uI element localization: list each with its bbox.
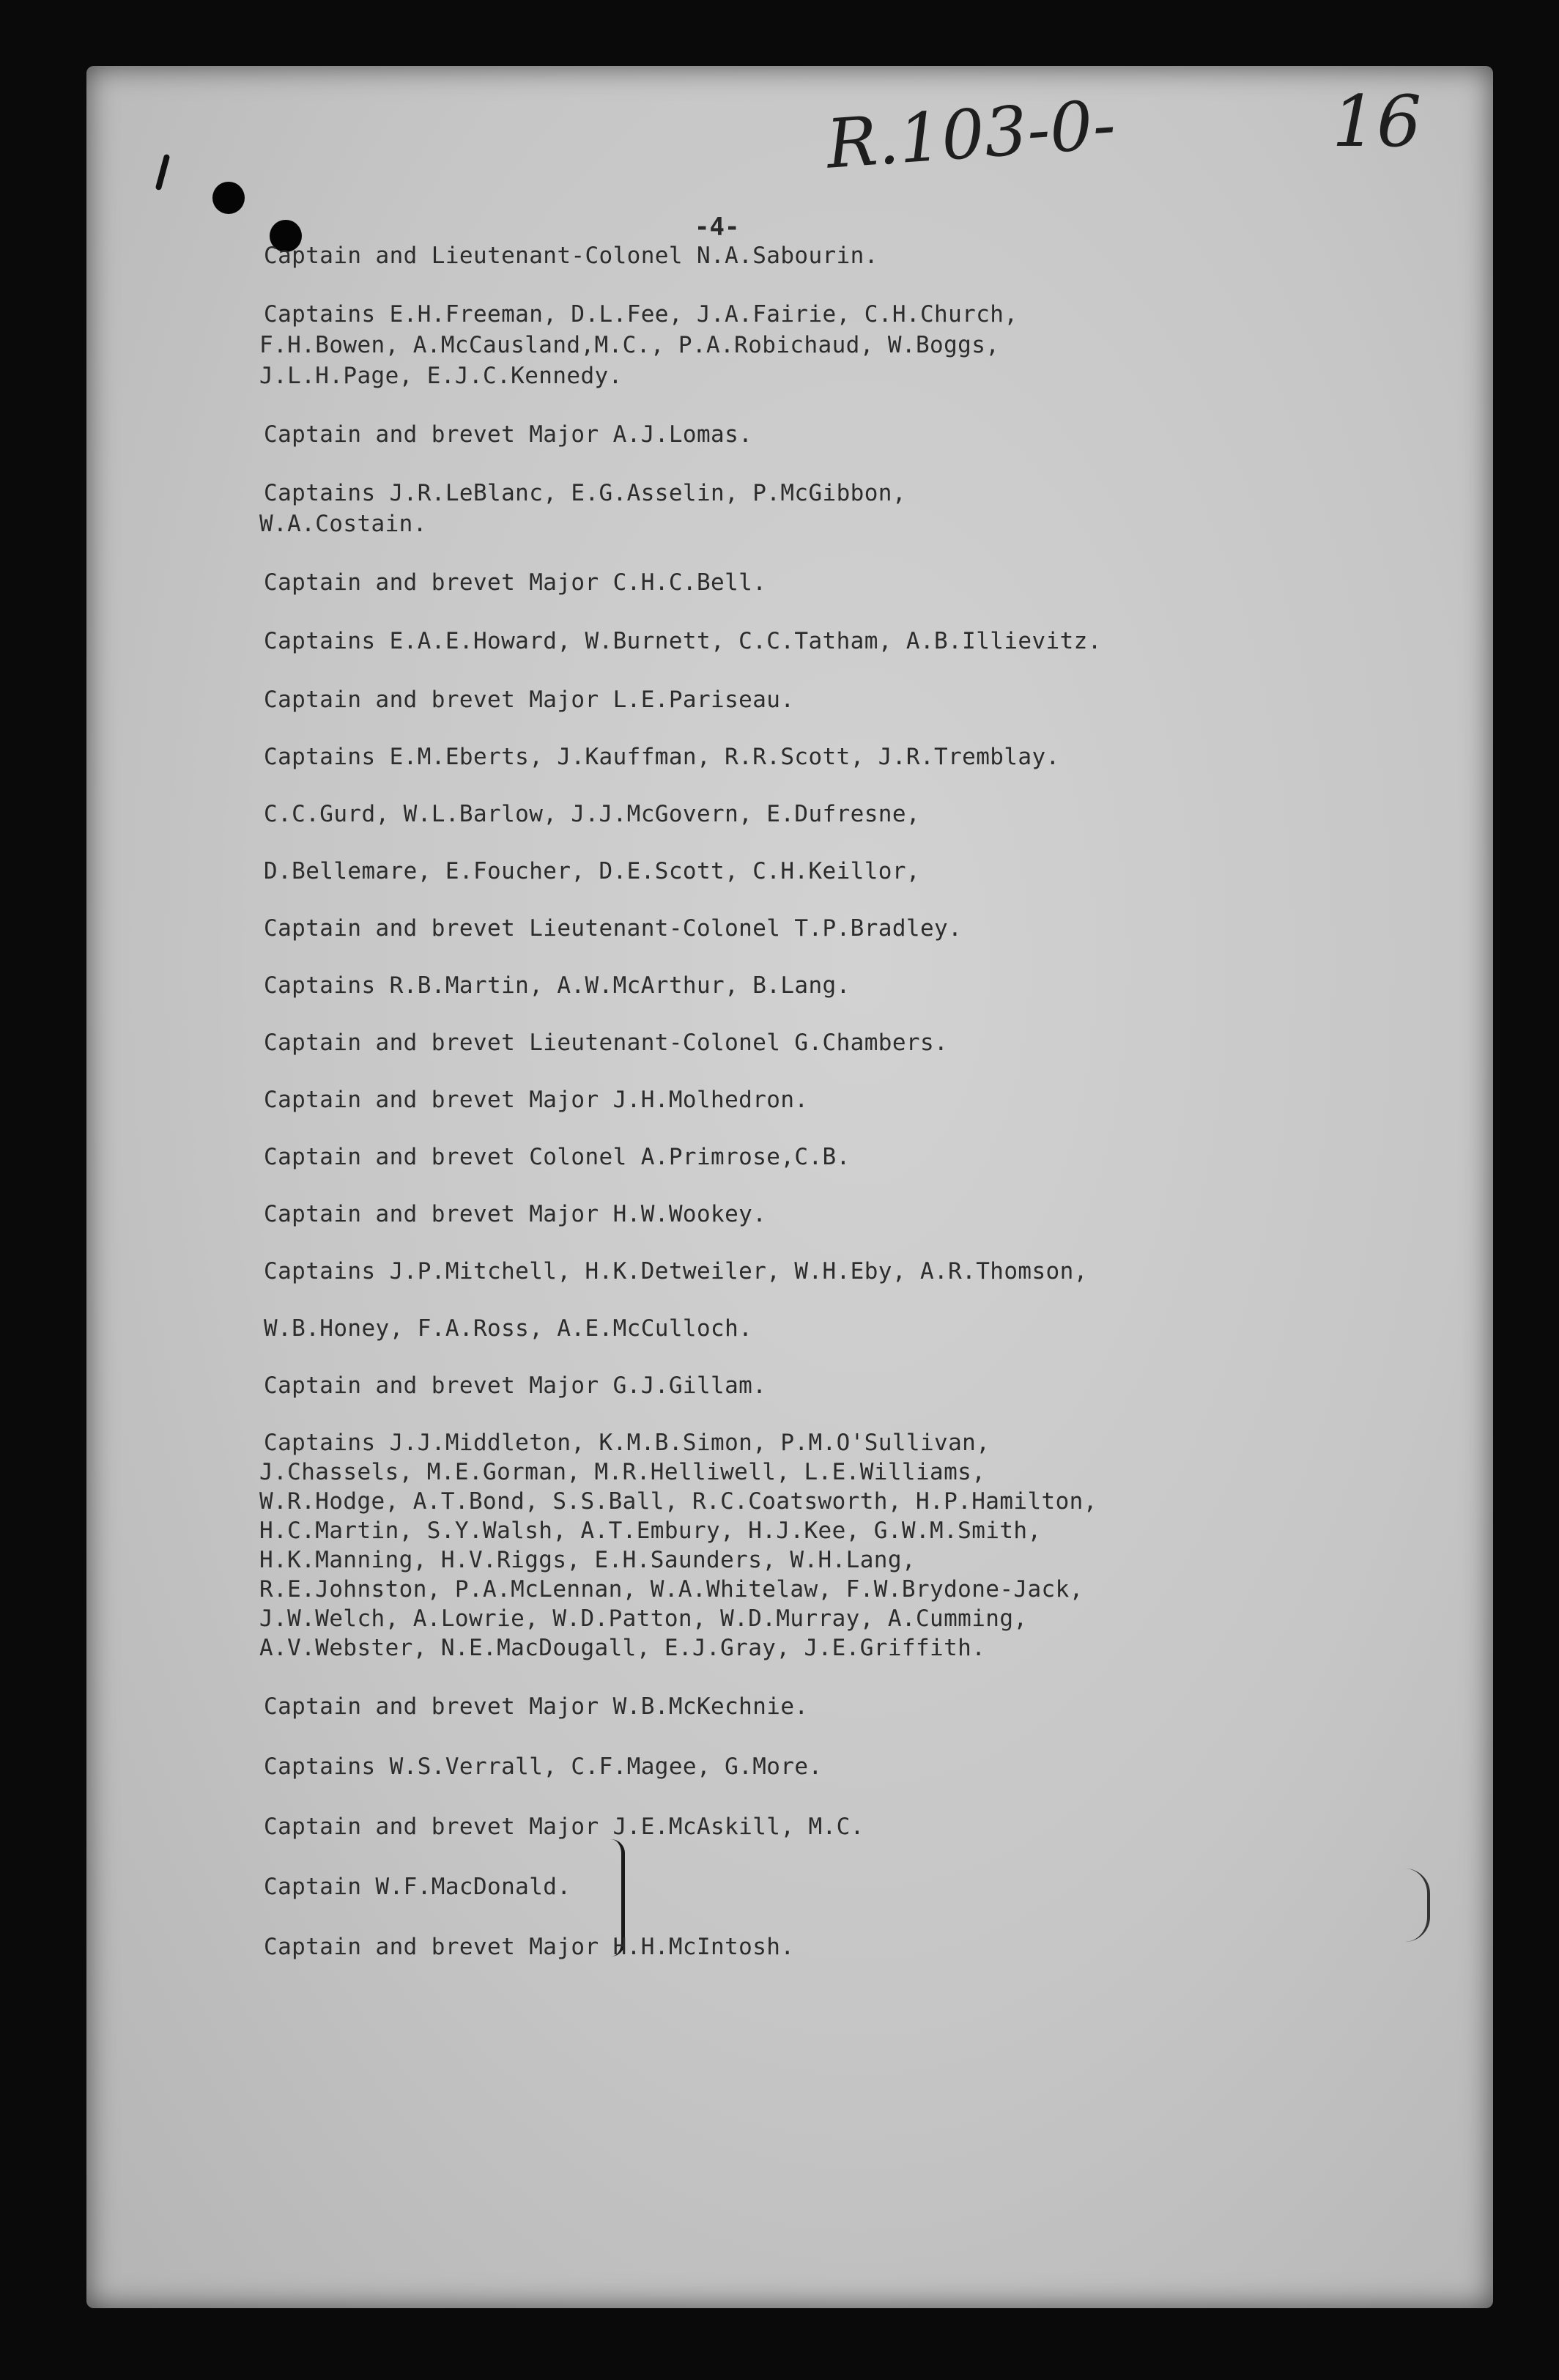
text-line: Captains R.B.Martin, A.W.McArthur, B.Lang.: [264, 972, 851, 999]
text-line: Captains E.A.E.Howard, W.Burnett, C.C.Tatham, A.B.Illievitz.: [264, 628, 1102, 654]
text-line: Captain and brevet Major W.B.McKechnie.: [264, 1693, 809, 1720]
text-line: D.Bellemare, E.Foucher, D.E.Scott, C.H.Keillor,: [264, 858, 920, 884]
text-line: Captain and Lieutenant-Colonel N.A.Sabourin.: [264, 243, 878, 269]
text-line: H.C.Martin, S.Y.Walsh, A.T.Embury, H.J.Kee, G.W.M.Smith,: [259, 1518, 1042, 1544]
handwritten-folio-number: 16: [1332, 81, 1422, 163]
punch-hole: [212, 182, 245, 214]
pencil-tick-mark: [155, 154, 171, 191]
handwritten-reference-note: R.103-0-: [823, 85, 1119, 184]
text-line: F.H.Bowen, A.McCausland,M.C., P.A.Robichaud, W.Boggs,: [259, 332, 1000, 358]
text-line: J.L.H.Page, E.J.C.Kennedy.: [259, 363, 623, 389]
text-line: Captain and brevet Major A.J.Lomas.: [264, 421, 753, 448]
text-line: Captain and brevet Lieutenant-Colonel G.Chambers.: [264, 1030, 949, 1056]
edge-mark: [1405, 1869, 1430, 1942]
text-line: W.R.Hodge, A.T.Bond, S.S.Ball, R.C.Coatsworth, H.P.Hamilton,: [259, 1488, 1097, 1515]
text-line: Captain and brevet Major H.H.McIntosh.: [264, 1934, 795, 1960]
text-line: Captain and brevet Major C.H.C.Bell.: [264, 569, 767, 596]
text-line: Captain and brevet Major H.W.Wookey.: [264, 1201, 767, 1227]
text-line: C.C.Gurd, W.L.Barlow, J.J.McGovern, E.Dufresne,: [264, 801, 920, 827]
text-line: H.K.Manning, H.V.Riggs, E.H.Saunders, W.H.Lang,: [259, 1547, 916, 1573]
text-line: R.E.Johnston, P.A.McLennan, W.A.Whitelaw, F.W.Brydone-Jack,: [259, 1576, 1084, 1603]
text-line: Captain and brevet Major G.J.Gillam.: [264, 1372, 767, 1399]
text-line: W.A.Costain.: [259, 511, 427, 537]
text-line: W.B.Honey, F.A.Ross, A.E.McCulloch.: [264, 1315, 753, 1342]
text-line: Captains E.M.Eberts, J.Kauffman, R.R.Scott, J.R.Tremblay.: [264, 744, 1060, 770]
text-line: Captains E.H.Freeman, D.L.Fee, J.A.Fairie, C.H.Church,: [264, 301, 1018, 328]
page-number: -4-: [695, 212, 740, 242]
text-line: Captains W.S.Verrall, C.F.Magee, G.More.: [264, 1753, 823, 1780]
text-line: Captain W.F.MacDonald.: [264, 1874, 571, 1900]
text-line: Captains J.J.Middleton, K.M.B.Simon, P.M.O'Sullivan,: [264, 1430, 990, 1456]
text-line: J.W.Welch, A.Lowrie, W.D.Patton, W.D.Murray, A.Cumming,: [259, 1605, 1028, 1632]
text-line: Captain and brevet Major L.E.Pariseau.: [264, 687, 795, 713]
text-line: Captain and brevet Major J.H.Molhedron.: [264, 1087, 809, 1113]
text-line: Captains J.P.Mitchell, H.K.Detweiler, W.H.Eby, A.R.Thomson,: [264, 1258, 1088, 1285]
text-line: Captain and brevet Colonel A.Primrose,C.B.: [264, 1144, 851, 1170]
text-line: Captain and brevet Major J.E.McAskill, M.C.: [264, 1814, 864, 1840]
text-line: A.V.Webster, N.E.MacDougall, E.J.Gray, J.E.Griffith.: [259, 1635, 986, 1661]
text-line: Captains J.R.LeBlanc, E.G.Asselin, P.McGibbon,: [264, 480, 906, 506]
text-line: Captain and brevet Lieutenant-Colonel T.P.Bradley.: [264, 915, 963, 942]
text-line: J.Chassels, M.E.Gorman, M.R.Helliwell, L.E.Williams,: [259, 1459, 986, 1485]
document-page: [86, 66, 1493, 2308]
